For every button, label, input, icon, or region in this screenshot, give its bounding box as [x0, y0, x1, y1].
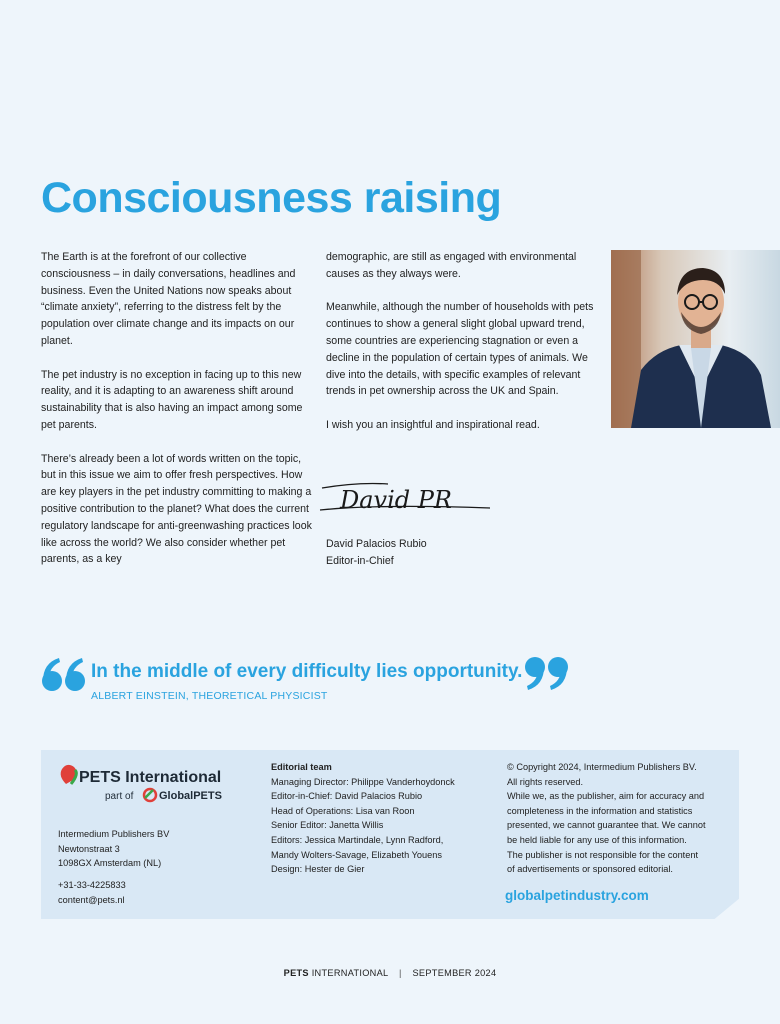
- copyright-line: presented, we cannot guarantee that. We cannot: [507, 820, 706, 831]
- editorial-team: [271, 760, 496, 877]
- footer-brand-bold: PETS: [283, 968, 309, 978]
- open-quote-icon: [41, 657, 87, 693]
- team-line: Mandy Wolters-Savage, Elizabeth Youens: [271, 849, 442, 860]
- logo-partof-text: part of: [105, 791, 134, 802]
- paragraph: demographic, are still as engaged with environmental causes as they always were.: [326, 251, 577, 280]
- email-link[interactable]: content@pets.nl: [58, 894, 125, 905]
- page-title: Consciousness raising: [41, 174, 502, 222]
- address-line: Intermedium Publishers BV: [58, 829, 170, 839]
- article-column-1: [41, 249, 313, 585]
- team-line: Head of Operations: Lisa van Roon: [271, 805, 415, 816]
- copyright-line: be held liable for any use of this information.: [507, 834, 687, 845]
- portrait-illustration: [611, 250, 780, 428]
- signature-script: David PR: [340, 486, 452, 514]
- address-line: 1098GX Amsterdam (NL): [58, 858, 162, 869]
- copyright-line: While we, as the publisher, aim for accuracy and: [507, 791, 705, 802]
- article-column-2: [326, 249, 598, 451]
- team-line: Design: Hester de Gier: [271, 864, 365, 875]
- footer-brand-rest: INTERNATIONAL: [311, 968, 389, 978]
- logo-main-text: PETS International: [79, 769, 222, 786]
- copyright-line: completeness in the information and statistics: [507, 805, 693, 816]
- phone: +31-33-4225833: [58, 880, 126, 890]
- globalpets-logo-icon: [144, 789, 156, 801]
- pets-international-logo: [57, 762, 237, 808]
- paragraph: The pet industry is no exception in facing up to this new reality, and it is adapting to an awareness shift around sustainability that is also having an impact among some pet parents.: [41, 368, 303, 431]
- copyright-notice: [507, 760, 727, 877]
- team-line: Senior Editor: Janetta Willis: [271, 820, 384, 831]
- team-line: Managing Director: Philippe Vanderhoydonck: [271, 776, 455, 787]
- page-footer: [0, 968, 780, 978]
- signature-image: [318, 474, 498, 524]
- close-quote-icon: [523, 655, 569, 691]
- quote-text: In the middle of every difficulty lies opportunity.: [91, 661, 523, 682]
- signature-block: [326, 536, 427, 570]
- editor-role: Editor-in-Chief: [326, 555, 394, 567]
- copyright-line: The publisher is not responsible for the content: [507, 849, 699, 860]
- paragraph: There’s already been a lot of words written on the topic, but in this issue we aim to offer fresh perspectives. How are key players in the pet industry committing to making a positive contribution to the planet? What does the current regulatory landscape for anti-greenwashing practices look like across the world? We also consider whether pet parents, as a key: [41, 452, 312, 566]
- logo-global-text: GlobalPETS: [159, 790, 222, 802]
- editor-name: David Palacios Rubio: [326, 538, 427, 550]
- team-heading: Editorial team: [271, 762, 332, 772]
- paragraph: I wish you an insightful and inspirational read.: [326, 418, 540, 431]
- footer-issue: SEPTEMBER 2024: [412, 968, 497, 978]
- website-link[interactable]: globalpetindustry.com: [505, 888, 649, 903]
- publisher-address: [58, 827, 169, 871]
- address-line: Newtonstraat 3: [58, 843, 120, 854]
- copyright-line: © Copyright 2024, Intermedium Publishers BV.: [507, 762, 697, 772]
- quote-author: ALBERT EINSTEIN, THEORETICAL PHYSICIST: [91, 690, 328, 702]
- copyright-line: of advertisements or sponsored editorial.: [507, 864, 673, 875]
- copyright-line: All rights reserved.: [507, 776, 584, 787]
- paragraph: Meanwhile, although the number of households with pets continues to show a general slight global upward trend, some countries are experiencing stagnation or even a decline in the population of certain types of animals. We dive into the details, with specific examples of relevant trends in pet ownership across the UK and Spain.: [326, 301, 594, 398]
- editor-portrait: [611, 250, 780, 428]
- publisher-contact: [58, 878, 126, 907]
- footer-separator: |: [398, 968, 402, 978]
- team-line: Editors: Jessica Martindale, Lynn Radford,: [271, 834, 444, 845]
- paragraph: The Earth is at the forefront of our collective consciousness – in daily conversations, headlines and business. Even the United Nations now speaks about “climate anxiety”, referring to the distress felt by the population over climate change and its impacts on our planet.: [41, 251, 296, 347]
- team-line: Editor-in-Chief: David Palacios Rubio: [271, 791, 423, 802]
